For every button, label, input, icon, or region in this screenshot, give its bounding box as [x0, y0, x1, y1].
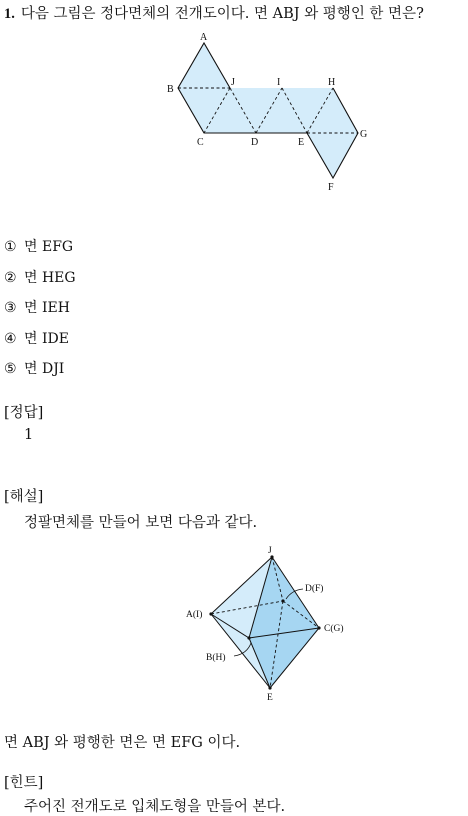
- answer-value: 1: [24, 427, 34, 443]
- octa-label-front: B(H): [206, 653, 226, 663]
- vertex-label-a: A: [200, 32, 208, 43]
- explanation-heading: [해설]: [4, 489, 44, 505]
- vertex-label-h: H: [328, 77, 336, 88]
- option-4-text: 면 IDE: [24, 331, 69, 347]
- vertex-label-g: G: [360, 129, 368, 140]
- question: [4, 2, 424, 23]
- octahedron-figure: [180, 540, 360, 705]
- octa-label-top: J: [268, 546, 272, 556]
- octa-label-bottom: E: [267, 693, 273, 703]
- octa-label-right: C(G): [324, 624, 344, 634]
- octahedron-net-figure: [160, 28, 380, 193]
- question-text: 다음 그림은 정다면체의 전개도이다. 면 ABJ 와 평행인 한 면은?: [20, 6, 424, 22]
- option-4-mark: ④: [4, 331, 17, 347]
- option-2[interactable]: [4, 267, 76, 287]
- hint-heading: [힌트]: [4, 775, 44, 791]
- vertex-label-i: I: [277, 77, 281, 88]
- vertex-label-j: J: [231, 77, 235, 88]
- option-4[interactable]: [4, 328, 69, 348]
- vertex-label-b: B: [167, 84, 174, 95]
- net-faces: [178, 43, 358, 178]
- option-3-mark: ③: [4, 300, 17, 316]
- octa-label-right-back: D(F): [305, 584, 324, 594]
- explanation-intro: 정팔면체를 만들어 보면 다음과 같다.: [24, 515, 258, 531]
- vertex-label-f: F: [328, 182, 334, 193]
- vertex-label-d: D: [251, 137, 259, 148]
- option-1-text: 면 EFG: [24, 239, 74, 255]
- answer-heading: [정답]: [4, 405, 44, 421]
- octa-label-left: A(I): [186, 610, 203, 620]
- option-2-mark: ②: [4, 270, 17, 286]
- option-3-text: 면 IEH: [24, 300, 70, 316]
- vertex-label-e: E: [298, 137, 305, 148]
- option-3[interactable]: [4, 297, 70, 317]
- octahedron-faces: [211, 557, 319, 688]
- option-5-text: 면 DJI: [24, 361, 65, 377]
- vertex-label-c: C: [197, 137, 204, 148]
- option-5-mark: ⑤: [4, 361, 17, 377]
- question-number: 1.: [4, 6, 15, 22]
- option-5[interactable]: [4, 358, 64, 378]
- option-2-text: 면 HEG: [24, 270, 76, 286]
- explanation-conclusion: 면 ABJ 와 평행한 면은 면 EFG 이다.: [4, 735, 241, 751]
- option-1-mark: ①: [4, 239, 17, 255]
- hint-text: 주어진 전개도로 입체도형을 만들어 본다.: [24, 799, 286, 815]
- option-1[interactable]: [4, 236, 73, 256]
